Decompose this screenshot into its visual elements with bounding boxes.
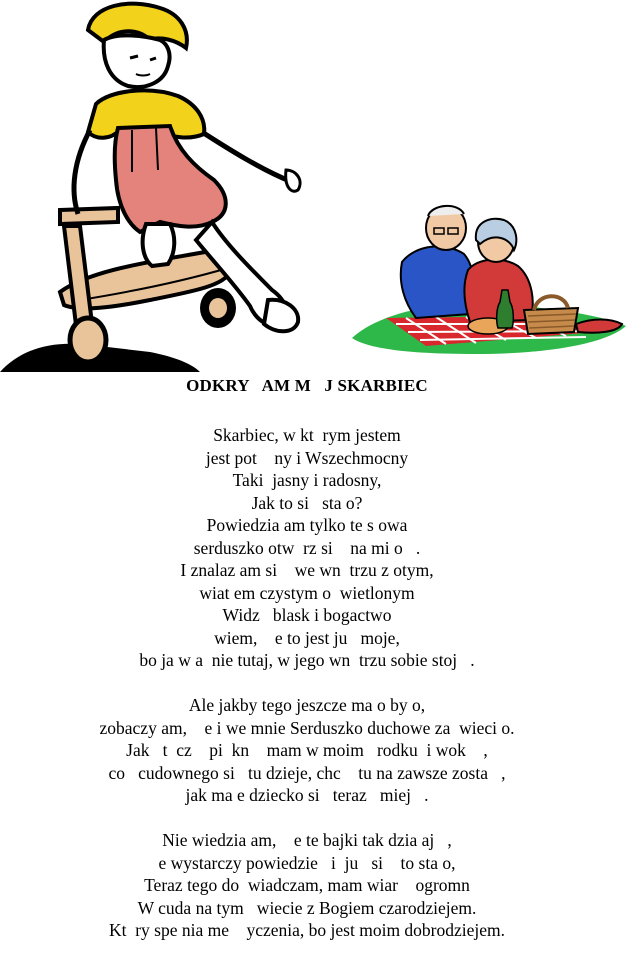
- poem-line: Ale jakby tego jeszcze ma o by o,: [188, 695, 426, 715]
- poem-line: W cuda na tym wiecie z Bogiem czarodziejem.: [137, 897, 477, 918]
- poem-line: Nie wiedzia am, e te bajki tak dzia aj ,: [162, 830, 452, 850]
- poem-line: wiem, e to jest ju moje,: [214, 627, 400, 648]
- poem-line: jak ma e dziecko si teraz miej .: [185, 785, 429, 805]
- stanza-1: [0, 424, 614, 672]
- poem-line: Jak t cz pi kn mam w moim rodku i wok ,: [126, 740, 488, 760]
- poem-line: serduszko otw rz si na mi o .: [193, 537, 421, 558]
- elderly-couple-picnic-illustration: [346, 198, 630, 356]
- poem-line: Jak to si sta o?: [251, 492, 363, 513]
- poem-line: Skarbiec, w kt rym jestem: [213, 425, 401, 445]
- poem-line: Taki jasny i radosny,: [232, 470, 382, 490]
- poem-line: jest pot ny i Wszechmocny: [205, 447, 409, 468]
- poem-line: e wystarczy powiedzie i ju si to sta o,: [158, 852, 456, 873]
- poem-line: bo ja w a nie tutaj, w jego wn trzu sobie stoj .: [139, 650, 475, 670]
- poem-line: Teraz tego do wiadczam, mam wiar ogromn: [144, 875, 470, 895]
- poem-line: Powiedzia am tylko te s owa: [206, 515, 408, 535]
- poem-title: ODKRY AM M J SKARBIEC: [186, 376, 428, 395]
- poem-line: I znalaz am si we wn trzu z otym,: [180, 560, 434, 580]
- poem-line: Kt ry spe nia me yczenia, bo jest moim dobrodziejem.: [108, 920, 506, 940]
- poem-line: zobaczy am, e i we mnie Serduszko duchowe za wieci o.: [99, 717, 515, 738]
- stanza-3: [0, 829, 614, 942]
- poem-line: Widz blask i bogactwo: [222, 605, 392, 625]
- poem-line: co cudownego si tu dzieje, chc tu na zawsze zosta ,: [108, 762, 506, 783]
- stanza-2: [0, 694, 614, 807]
- poem-body: [0, 424, 614, 942]
- poem-line: wiat em czystym o wietlonym: [199, 582, 415, 603]
- child-on-scooter-illustration: [0, 0, 310, 372]
